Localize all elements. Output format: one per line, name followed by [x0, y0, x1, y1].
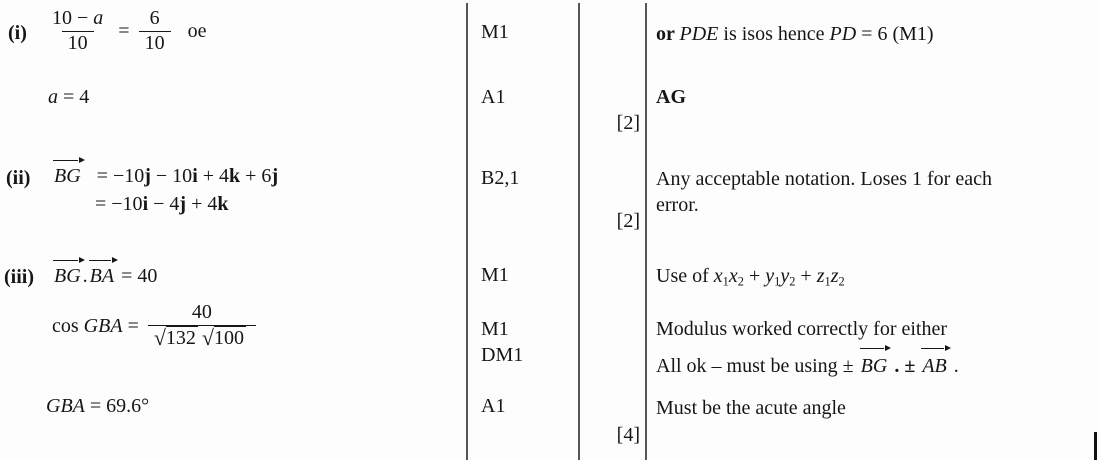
comment-part-ii: Any acceptable notation. Loses 1 for each error. [656, 168, 992, 217]
subscript: 1 [824, 274, 831, 289]
part-iii-cos-equation [52, 301, 256, 351]
part-iii-label: (iii) [4, 266, 34, 288]
oe-abbreviation: oe [187, 19, 207, 42]
subscript: 2 [838, 274, 845, 289]
mark-part-iii-a1: A1 [481, 395, 506, 417]
angle-GBA: GBA [83, 314, 123, 337]
comment-text: is isos hence [718, 23, 830, 45]
math-fragment: = 69.6° [84, 395, 150, 417]
math-fragment: − 4 [148, 193, 180, 215]
sqrt-100 [202, 326, 246, 351]
unit-vector-k: k [217, 193, 229, 215]
variable: x [713, 265, 723, 287]
math-fragment: = −10 [96, 165, 145, 187]
subscript: 2 [789, 274, 796, 289]
plus-operator: + [795, 265, 817, 287]
variable: y [765, 265, 775, 287]
comment-part-i-alt [656, 21, 934, 47]
part-iii-answer [46, 395, 149, 418]
mark-part-ii-b21: B2,1 [481, 167, 520, 189]
math-fragment: = 40 [116, 265, 158, 287]
unit-vector-j: j [144, 165, 151, 187]
fraction-40-over-roots [148, 301, 256, 351]
subscript: 1 [774, 274, 781, 289]
or-keyword: or [656, 23, 680, 45]
comment-text: . [948, 355, 959, 377]
cos-function: cos [52, 314, 84, 337]
math-fragment: = −10 [95, 193, 143, 215]
page-edge-artifact [1094, 432, 1097, 460]
unit-vector-i: i [192, 165, 198, 187]
fraction-denominator: 10 [139, 31, 171, 56]
dot-operator: . [82, 265, 88, 287]
unit-vector-i: i [142, 193, 149, 215]
comment-text: Use of [656, 265, 714, 287]
part-i-answer [48, 86, 89, 109]
math-fragment [52, 315, 139, 338]
math-fragment: + 4 [197, 165, 230, 187]
mark-part-iii-m1b: M1 [481, 318, 509, 340]
radical-sign: √ [153, 324, 166, 350]
equals-sign: = [118, 19, 130, 42]
part-iii-line1 [52, 265, 157, 288]
length-PD: PD [829, 23, 857, 45]
plus-operator: + [743, 265, 766, 287]
variable: z [830, 265, 839, 287]
fraction-denominator: 10 [62, 31, 94, 56]
comment-text: = 6 (M1) [856, 23, 934, 45]
vector-BG: BG [54, 265, 81, 287]
math-fragment: − 10 [150, 165, 193, 187]
variable: z [816, 265, 825, 287]
comment-acute-angle: Must be the acute angle [656, 397, 846, 419]
fraction-6-over-10 [139, 7, 171, 55]
fraction-numerator: 6 [149, 7, 160, 29]
part-ii-label: (ii) [6, 167, 31, 189]
variable: y [780, 265, 790, 287]
sqrt-132 [154, 326, 198, 351]
mark-part-iii-dm1: DM1 [481, 344, 524, 366]
math-fragment: + 4 [186, 193, 218, 215]
vector-BA: BA [89, 265, 115, 287]
total-part-i: [2] [616, 112, 640, 134]
subscript: 2 [737, 274, 744, 289]
radical-sign: √ [201, 324, 214, 350]
fraction-10-minus-a-over-10 [46, 7, 109, 55]
variable-a: a [48, 86, 58, 108]
comment-dot-product [656, 263, 845, 289]
part-ii-line1 [52, 165, 278, 188]
comment-answer-given: AG [656, 86, 686, 108]
fraction-numerator [46, 7, 109, 31]
mark-part-iii-m1a: M1 [481, 264, 509, 286]
column-rule-marks [466, 3, 468, 460]
unit-vector-j: j [179, 193, 187, 215]
comment-all-ok [656, 353, 959, 379]
variable-a: a [93, 7, 104, 29]
unit-vector-j: j [271, 165, 279, 187]
mark-part-i-m1: M1 [481, 21, 509, 43]
dot-operator: . ± [889, 355, 921, 377]
subscript: 1 [722, 274, 729, 289]
equals-sign: = [122, 314, 139, 337]
comment-modulus: Modulus worked correctly for either [656, 318, 948, 340]
part-i-equation [46, 7, 206, 55]
total-part-ii: [2] [616, 210, 640, 232]
part-ii-line2 [95, 193, 228, 216]
variable: x [728, 265, 738, 287]
angle-GBA: GBA [46, 395, 85, 417]
unit-vector-k: k [229, 165, 241, 187]
part-i-label: (i) [8, 22, 27, 44]
math-fragment: = 4 [58, 86, 90, 108]
fraction-denominator [148, 325, 256, 352]
math-fragment: 10 − [52, 7, 94, 29]
fraction-numerator: 40 [191, 301, 212, 323]
vector-AB: AB [920, 353, 948, 379]
radicand: 100 [214, 326, 244, 349]
triangle-PDE: PDE [679, 23, 719, 45]
mark-part-i-a1: A1 [481, 86, 506, 108]
vector-BG: BG [859, 353, 890, 379]
radicand: 132 [165, 326, 196, 349]
total-part-iii: [4] [616, 424, 640, 446]
vector-BG: BG [54, 165, 81, 187]
math-fragment: + 6 [240, 165, 272, 187]
comment-text: All ok – must be using ± [656, 355, 859, 377]
